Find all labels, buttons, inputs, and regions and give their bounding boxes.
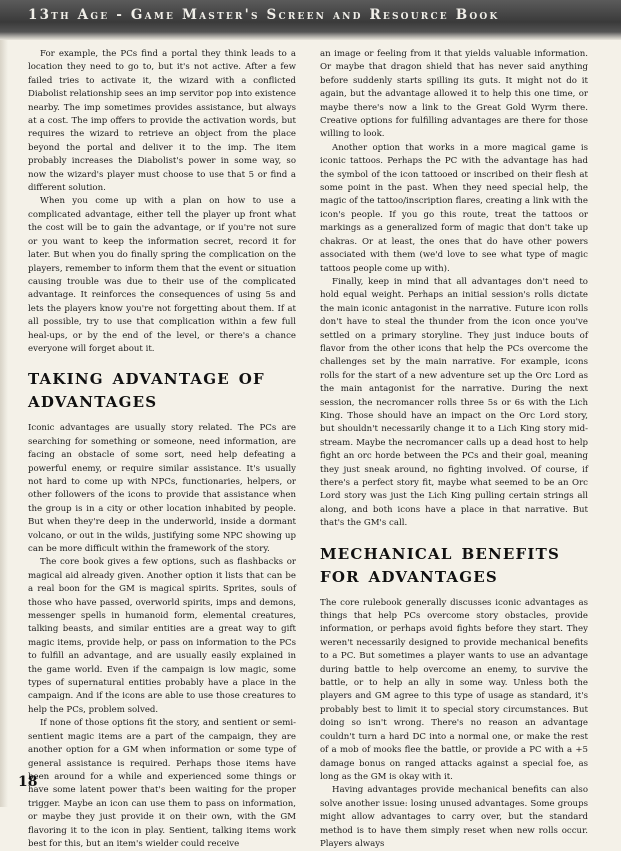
body-paragraph: Iconic advantages are usually story related. The PCs are searching for something or someone, need information, are facing an obstacle of some sort, need help defeating a powerful enemy, or require similar assistance. It's usually not hard to come up with NPCs, functionaries, helpers, or other followers of the icons to provide that assistance when the group is in a city or other location inhabited by people. But when they're deep in the underworld, inside a dormant volcano, or out in the wilds, justifying some NPC showing up can be more difficult within the framework of the story. <box>28 423 296 554</box>
right-column <box>320 48 588 851</box>
body-paragraph: The core book gives a few options, such as flashbacks or magical aid already given. Another option it lists that can be a real boon for the GM is magical spirits. Sprites, souls of those who have passed, overworld spirits, imps and demons, messenger spells in humanoid form, elemental creatures, talking beasts, and similar entities are a great way to gift magic items, provide help, or pass on information to the PCs to fulfill an advantage, and are usually easily explained in the game world. Even if the campaign is low magic, some types of supernatural entities probably have a place in the campaign. And if the icons are able to use those creatures to help the PCs, problem solved. <box>28 557 296 715</box>
body-paragraph: The core rulebook generally discusses iconic advantages as things that help PCs overcome story obstacles, provide information, or perhaps avoid fights before they start. They weren't necessarily designed to provide mechanical benefits to a PC. But sometimes a player wants to use an advantage during battle to help overcome an enemy, to survive the battle, or to help an ally in some way. Unless both the players and GM agree to this type of usage as standard, it's probably best to limit it to special story circumstances. But doing so isn't wrong. There's no reason an advantage couldn't turn a hard DC into a normal one, or make the rest of a mob of mooks flee the battle, or provide a PC with a +5 damage bonus on ranged attacks against a special foe, as long as the GM is okay with it. <box>320 597 588 782</box>
body-paragraph: an image or feeling from it that yields valuable information. Or maybe that dragon shield that has never said anything before suddenly starts spilling its guts. It might not do it again, but the advantage allowed it to help this one time, or maybe there's now a link to the Great Gold Wyrm there. Creative options for fulfilling advantages are there for those willing to look. <box>320 49 588 140</box>
body-paragraph: Having advantages provide mechanical benefits can also solve another issue: losing unused advantages. Some groups might allow advantages to carry over, but the standard method is to have them simply reset when new rolls occur. Players always <box>320 785 588 849</box>
page-edge-shade <box>0 40 8 807</box>
header-band <box>0 0 621 40</box>
body-paragraph: When you come up with a plan on how to use a complicated advantage, either tell the player up front what the cost will be to gain the advantage, or if you're not sure or you want to keep the information secret, record it for later. But when you do finally spring the complication on the players, remember to inform them that the event or situation causing trouble was due to their use of the complicated advantage. It reinforces the consequences of using 5s and lets the players know you're not forgetting about them. If at all possible, try to use that complication within a few full heal-ups, or by the end of the level, or there's a chance everyone will forget about it. <box>28 196 296 354</box>
body-paragraph: For example, the PCs find a portal they think leads to a location they need to go to, but it's not active. After a few failed tries to activate it, the wizard with a conflicted Diabolist relationship sees an imp servitor pop into existence nearby. The imp sometimes provides assistance, but always at a cost. The imp offers to provide the activation words, but requires the wizard to retrieve an object from the place beyond the portal and deliver it to the imp. The item probably increases the Diabolist's power in some way, so now the wizard's player must choose to use that 5 or find a different solution. <box>28 49 296 194</box>
body-paragraph: If none of those options fit the story, and sentient or semi-sentient magic items are a part of the campaign, they are another option for a GM when information or some type of general assistance is required. Perhaps those items have been around for a while and experienced some things or have some latent power that's been waiting for the proper trigger. Maybe an icon can use them to pass on information, or maybe they just provide it on their own, with the GM flavoring it to the icon in play. Sentient, talking items work best for this, but an item's wielder could receive <box>28 718 296 849</box>
body-paragraph: Finally, keep in mind that all advantages don't need to hold equal weight. Perhaps an initial session's rolls dictate the main iconic antagonist in the narrative. Future icon rolls don't have to steal the thunder from the icon once you've settled on a primary storyline. They just induce bouts of flavor from the other icons that help the PCs overcome the challenges set by the main narrative. For example, icons rolls for the start of a new adventure set up the Orc Lord as the main antagonist for the narrative. During the next session, the necromancer rolls three 5s or 6s with the Lich King. Those should have an impact on the Orc Lord story, but shouldn't necessarily change it to a Lich King story mid-stream. Maybe the necromancer calls up a dead host to help fight an orc horde between the PCs and their goal, meaning they just sneak around, no fighting involved. Of course, if there's a perfect story fit, maybe what seemed to be an Orc Lord story was just the Lich King pulling certain strings all along, and both icons have a place in that narrative. But that's the GM's call. <box>320 276 588 529</box>
page-number: 18 <box>18 774 38 790</box>
book-title: 13th Age - Game Master's Screen and Resource Book <box>28 7 500 23</box>
section-heading-taking-advantage: taking advantage of advantages <box>28 364 265 414</box>
body-paragraph: Another option that works in a more magical game is iconic tattoos. Perhaps the PC with the advantage has had the symbol of the icon tattooed or inscribed on their flesh at some point in the past. When they need special help, the magic of the tattoo/inscription flares, creating a link with the icon's people. If you go this route, treat the tattoos or markings as a generalized form of magic that don't take up chakras. Or at least, the ones that do have other powers associated with them (we'd love to see what type of magic tattoos people come up with). <box>320 142 588 274</box>
left-column <box>28 48 296 851</box>
section-heading-mechanical-benefits: mechanical benefits for advantages <box>320 538 561 588</box>
